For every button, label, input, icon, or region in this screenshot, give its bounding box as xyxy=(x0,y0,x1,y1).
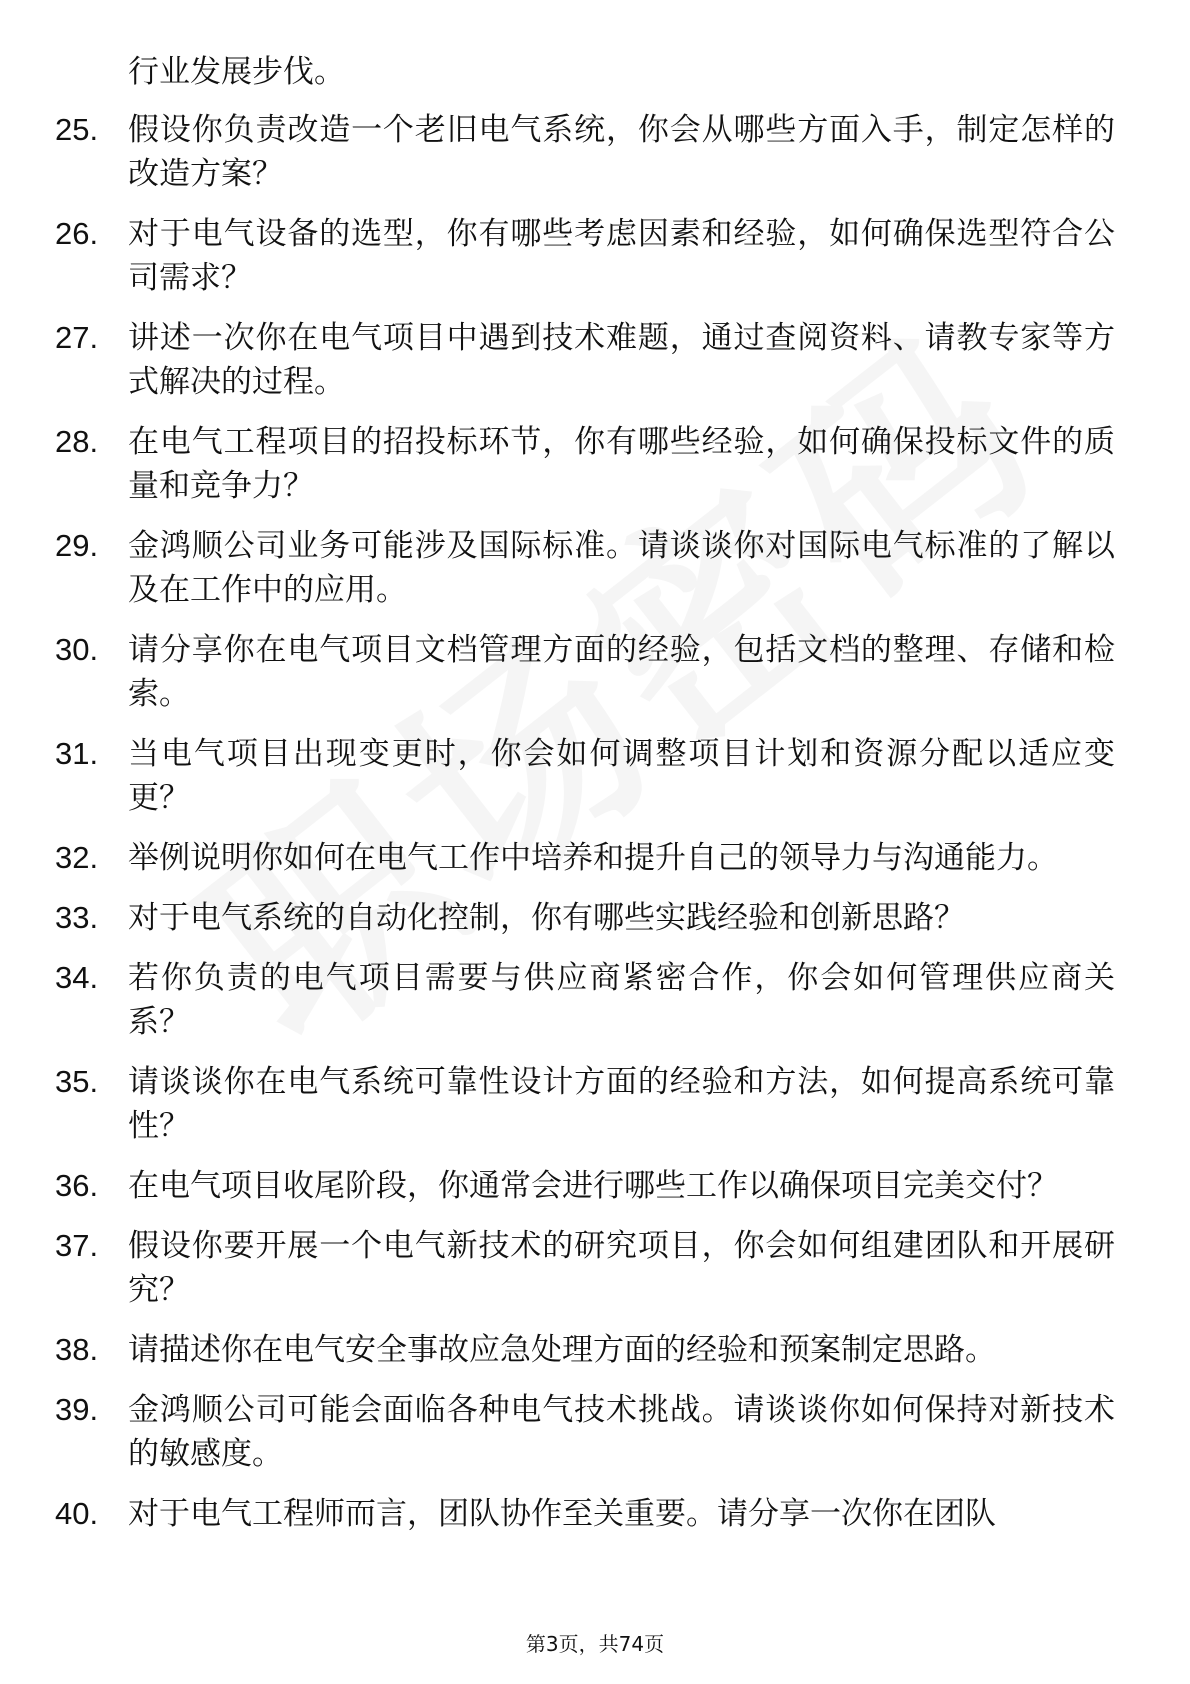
list-item xyxy=(55,1224,1115,1312)
list-item xyxy=(55,732,1115,820)
carryover-text: 行业发展步伐。 xyxy=(128,54,345,90)
question-text: 举例说明你如何在电气工作中培养和提升自己的领导力与沟通能力。 xyxy=(128,840,1058,876)
list-item xyxy=(55,1164,1115,1208)
list-item xyxy=(55,1328,1115,1372)
question-text: 对于电气工程师而言，团队协作至关重要。请分享一次你在团队 xyxy=(128,1496,996,1532)
question-number: 31. xyxy=(55,736,99,771)
question-text: 请分享你在电气项目文档管理方面的经验，包括文档的整理、存储和检索。 xyxy=(128,632,1115,712)
question-text: 若你负责的电气项目需要与供应商紧密合作，你会如何管理供应商关系？ xyxy=(128,960,1115,1040)
question-number: 26. xyxy=(55,216,99,251)
question-number: 33. xyxy=(55,900,99,935)
list-item xyxy=(55,420,1115,508)
list-item xyxy=(55,1060,1115,1148)
question-text: 金鸿顺公司业务可能涉及国际标准。请谈谈你对国际电气标准的了解以及在工作中的应用。 xyxy=(128,528,1115,608)
question-number: 40. xyxy=(55,1496,99,1531)
question-text: 请谈谈你在电气系统可靠性设计方面的经验和方法，如何提高系统可靠性？ xyxy=(128,1064,1115,1144)
question-number: 29. xyxy=(55,528,99,563)
question-text: 在电气工程项目的招投标环节，你有哪些经验，如何确保投标文件的质量和竞争力？ xyxy=(128,424,1115,504)
list-item xyxy=(55,1388,1115,1476)
question-text: 讲述一次你在电气项目中遇到技术难题，通过查阅资料、请教专家等方式解决的过程。 xyxy=(128,320,1115,400)
question-number: 37. xyxy=(55,1228,99,1263)
list-item xyxy=(55,896,1115,940)
question-number: 36. xyxy=(55,1168,99,1203)
question-text: 在电气项目收尾阶段，你通常会进行哪些工作以确保项目完美交付？ xyxy=(128,1168,1058,1204)
question-number: 38. xyxy=(55,1332,99,1367)
list-item xyxy=(55,956,1115,1044)
list-item xyxy=(55,628,1115,716)
question-text: 假设你要开展一个电气新技术的研究项目，你会如何组建团队和开展研究？ xyxy=(128,1228,1115,1308)
list-item xyxy=(55,836,1115,880)
question-number: 30. xyxy=(55,632,99,667)
question-text: 假设你负责改造一个老旧电气系统，你会从哪些方面入手，制定怎样的改造方案？ xyxy=(128,112,1115,192)
question-number: 39. xyxy=(55,1392,99,1427)
list-item xyxy=(55,524,1115,612)
list-item xyxy=(55,1492,1115,1536)
question-text: 对于电气系统的自动化控制，你有哪些实践经验和创新思路？ xyxy=(128,900,965,936)
question-number: 35. xyxy=(55,1064,99,1099)
question-number: 34. xyxy=(55,960,99,995)
question-text: 金鸿顺公司可能会面临各种电气技术挑战。请谈谈你如何保持对新技术的敏感度。 xyxy=(128,1392,1115,1472)
question-number: 25. xyxy=(55,112,99,147)
list-item xyxy=(55,108,1115,196)
question-number: 32. xyxy=(55,840,99,875)
question-text: 请描述你在电气安全事故应急处理方面的经验和预案制定思路。 xyxy=(128,1332,996,1368)
list-item xyxy=(55,212,1115,300)
page-footer: 第3页，共74页 xyxy=(525,1632,665,1656)
question-list xyxy=(55,108,1115,1552)
question-number: 28. xyxy=(55,424,99,459)
question-number: 27. xyxy=(55,320,99,355)
question-text: 对于电气设备的选型，你有哪些考虑因素和经验，如何确保选型符合公司需求？ xyxy=(128,216,1115,296)
question-text: 当电气项目出现变更时，你会如何调整项目计划和资源分配以适应变更？ xyxy=(128,736,1115,816)
list-item xyxy=(55,316,1115,404)
